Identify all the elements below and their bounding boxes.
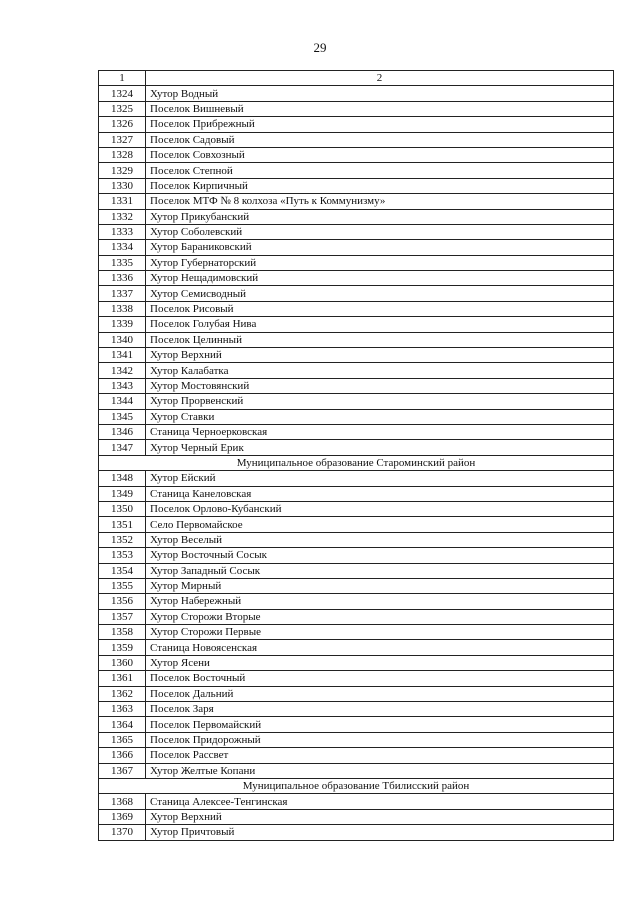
row-number: 1335: [99, 255, 146, 270]
table-row: [99, 671, 614, 686]
table-row: [99, 271, 614, 286]
row-number: 1345: [99, 409, 146, 424]
table-row: [99, 178, 614, 193]
row-number: 1344: [99, 394, 146, 409]
settlement-name: Поселок Восточный: [146, 671, 614, 686]
row-number: 1324: [99, 86, 146, 101]
table-row: [99, 532, 614, 547]
row-number: 1360: [99, 655, 146, 670]
settlement-name: Село Первомайское: [146, 517, 614, 532]
table-row: [99, 501, 614, 516]
settlement-name: Хутор Ставки: [146, 409, 614, 424]
settlement-name: Поселок МТФ № 8 колхоза «Путь к Коммунизму»: [146, 194, 614, 209]
settlement-name: Хутор Калабатка: [146, 363, 614, 378]
settlement-name: Поселок Степной: [146, 163, 614, 178]
row-number: 1349: [99, 486, 146, 501]
row-number: 1340: [99, 332, 146, 347]
settlement-name: Хутор Набережный: [146, 594, 614, 609]
table-row: [99, 717, 614, 732]
page-number: 29: [313, 40, 327, 55]
row-number: 1354: [99, 563, 146, 578]
table-row: [99, 732, 614, 747]
table-row: [99, 794, 614, 809]
table-row: [99, 394, 614, 409]
table-row: [99, 486, 614, 501]
table-row: [99, 809, 614, 824]
column-header-number: 1: [99, 71, 146, 86]
settlement-name: Хутор Причтовый: [146, 825, 614, 840]
settlement-name: Поселок Орлово-Кубанский: [146, 501, 614, 516]
row-number: 1341: [99, 348, 146, 363]
table-row: [99, 578, 614, 593]
row-number: 1331: [99, 194, 146, 209]
row-number: 1365: [99, 732, 146, 747]
settlement-name: Хутор Восточный Сосык: [146, 548, 614, 563]
row-number: 1356: [99, 594, 146, 609]
settlement-name: Хутор Нещадимовский: [146, 271, 614, 286]
table-row: [99, 702, 614, 717]
table-row: [99, 147, 614, 162]
table-row: [99, 209, 614, 224]
settlement-name: Поселок Прибрежный: [146, 117, 614, 132]
table-row: [99, 517, 614, 532]
table-row: [99, 609, 614, 624]
section-header-row: [99, 778, 614, 793]
settlement-name: Хутор Мостовянский: [146, 378, 614, 393]
row-number: 1346: [99, 424, 146, 439]
row-number: 1337: [99, 286, 146, 301]
row-number: 1366: [99, 748, 146, 763]
row-number: 1328: [99, 147, 146, 162]
row-number: 1361: [99, 671, 146, 686]
settlement-name: Хутор Сторожи Вторые: [146, 609, 614, 624]
table-row: [99, 117, 614, 132]
settlement-name: Хутор Водный: [146, 86, 614, 101]
table-row: [99, 163, 614, 178]
settlement-name: Хутор Верхний: [146, 348, 614, 363]
row-number: 1333: [99, 224, 146, 239]
table-row: [99, 363, 614, 378]
table-row: [99, 471, 614, 486]
row-number: 1359: [99, 640, 146, 655]
row-number: 1325: [99, 101, 146, 116]
settlement-name: Хутор Семисводный: [146, 286, 614, 301]
row-number: 1336: [99, 271, 146, 286]
row-number: 1326: [99, 117, 146, 132]
row-number: 1363: [99, 702, 146, 717]
row-number: 1369: [99, 809, 146, 824]
row-number: 1334: [99, 240, 146, 255]
row-number: 1332: [99, 209, 146, 224]
table-row: [99, 825, 614, 840]
settlement-name: Хутор Прорвенский: [146, 394, 614, 409]
row-number: 1329: [99, 163, 146, 178]
row-number: 1339: [99, 317, 146, 332]
table-row: [99, 86, 614, 101]
settlement-name: Хутор Западный Сосык: [146, 563, 614, 578]
table-row: [99, 378, 614, 393]
row-number: 1351: [99, 517, 146, 532]
table-row: [99, 240, 614, 255]
settlement-name: Хутор Прикубанский: [146, 209, 614, 224]
row-number: 1367: [99, 763, 146, 778]
settlement-name: Поселок Заря: [146, 702, 614, 717]
settlement-name: Станица Канеловская: [146, 486, 614, 501]
table-row: [99, 317, 614, 332]
settlement-name: Хутор Ясени: [146, 655, 614, 670]
row-number: 1348: [99, 471, 146, 486]
settlement-name: Хутор Сторожи Первые: [146, 625, 614, 640]
table-row: [99, 440, 614, 455]
settlement-name: Хутор Ейский: [146, 471, 614, 486]
table-row: [99, 255, 614, 270]
settlements-table: [98, 70, 614, 841]
table-row: [99, 424, 614, 439]
settlement-name: Поселок Садовый: [146, 132, 614, 147]
row-number: 1358: [99, 625, 146, 640]
row-number: 1342: [99, 363, 146, 378]
table-row: [99, 748, 614, 763]
table-row: [99, 640, 614, 655]
table-row: [99, 301, 614, 316]
table-row: [99, 763, 614, 778]
settlement-name: Станица Алексее-Тенгинская: [146, 794, 614, 809]
row-number: 1350: [99, 501, 146, 516]
section-title: Муниципальное образование Староминский район: [99, 455, 614, 470]
settlement-name: Хутор Губернаторский: [146, 255, 614, 270]
row-number: 1347: [99, 440, 146, 455]
settlement-name: Хутор Веселый: [146, 532, 614, 547]
table-row: [99, 224, 614, 239]
row-number: 1338: [99, 301, 146, 316]
table-row: [99, 286, 614, 301]
row-number: 1353: [99, 548, 146, 563]
row-number: 1357: [99, 609, 146, 624]
table-header-row: [99, 71, 614, 86]
settlement-name: Поселок Первомайский: [146, 717, 614, 732]
settlement-name: Поселок Рисовый: [146, 301, 614, 316]
settlement-name: Поселок Рассвет: [146, 748, 614, 763]
table-row: [99, 625, 614, 640]
table-row: [99, 348, 614, 363]
table-row: [99, 101, 614, 116]
table-row: [99, 332, 614, 347]
settlement-name: Станица Черноерковская: [146, 424, 614, 439]
section-header-row: [99, 455, 614, 470]
table-row: [99, 655, 614, 670]
settlement-name: Поселок Голубая Нива: [146, 317, 614, 332]
section-title: Муниципальное образование Тбилисский район: [99, 778, 614, 793]
settlement-name: Хутор Соболевский: [146, 224, 614, 239]
table-row: [99, 194, 614, 209]
row-number: 1370: [99, 825, 146, 840]
table-row: [99, 132, 614, 147]
row-number: 1352: [99, 532, 146, 547]
table-row: [99, 563, 614, 578]
settlement-name: Хутор Бараниковский: [146, 240, 614, 255]
table-row: [99, 409, 614, 424]
row-number: 1355: [99, 578, 146, 593]
settlement-name: Хутор Верхний: [146, 809, 614, 824]
table-row: [99, 686, 614, 701]
row-number: 1368: [99, 794, 146, 809]
settlement-name: Хутор Желтые Копани: [146, 763, 614, 778]
settlement-name: Поселок Кирпичный: [146, 178, 614, 193]
table-body: [99, 86, 614, 840]
settlement-name: Поселок Придорожный: [146, 732, 614, 747]
settlement-name: Поселок Дальний: [146, 686, 614, 701]
table-row: [99, 548, 614, 563]
settlement-name: Поселок Совхозный: [146, 147, 614, 162]
settlement-name: Станица Новоясенская: [146, 640, 614, 655]
row-number: 1327: [99, 132, 146, 147]
settlement-name: Хутор Черный Ерик: [146, 440, 614, 455]
row-number: 1362: [99, 686, 146, 701]
column-header-name: 2: [146, 71, 614, 86]
settlement-name: Поселок Вишневый: [146, 101, 614, 116]
settlement-name: Поселок Целинный: [146, 332, 614, 347]
settlement-name: Хутор Мирный: [146, 578, 614, 593]
row-number: 1343: [99, 378, 146, 393]
row-number: 1330: [99, 178, 146, 193]
row-number: 1364: [99, 717, 146, 732]
table-row: [99, 594, 614, 609]
